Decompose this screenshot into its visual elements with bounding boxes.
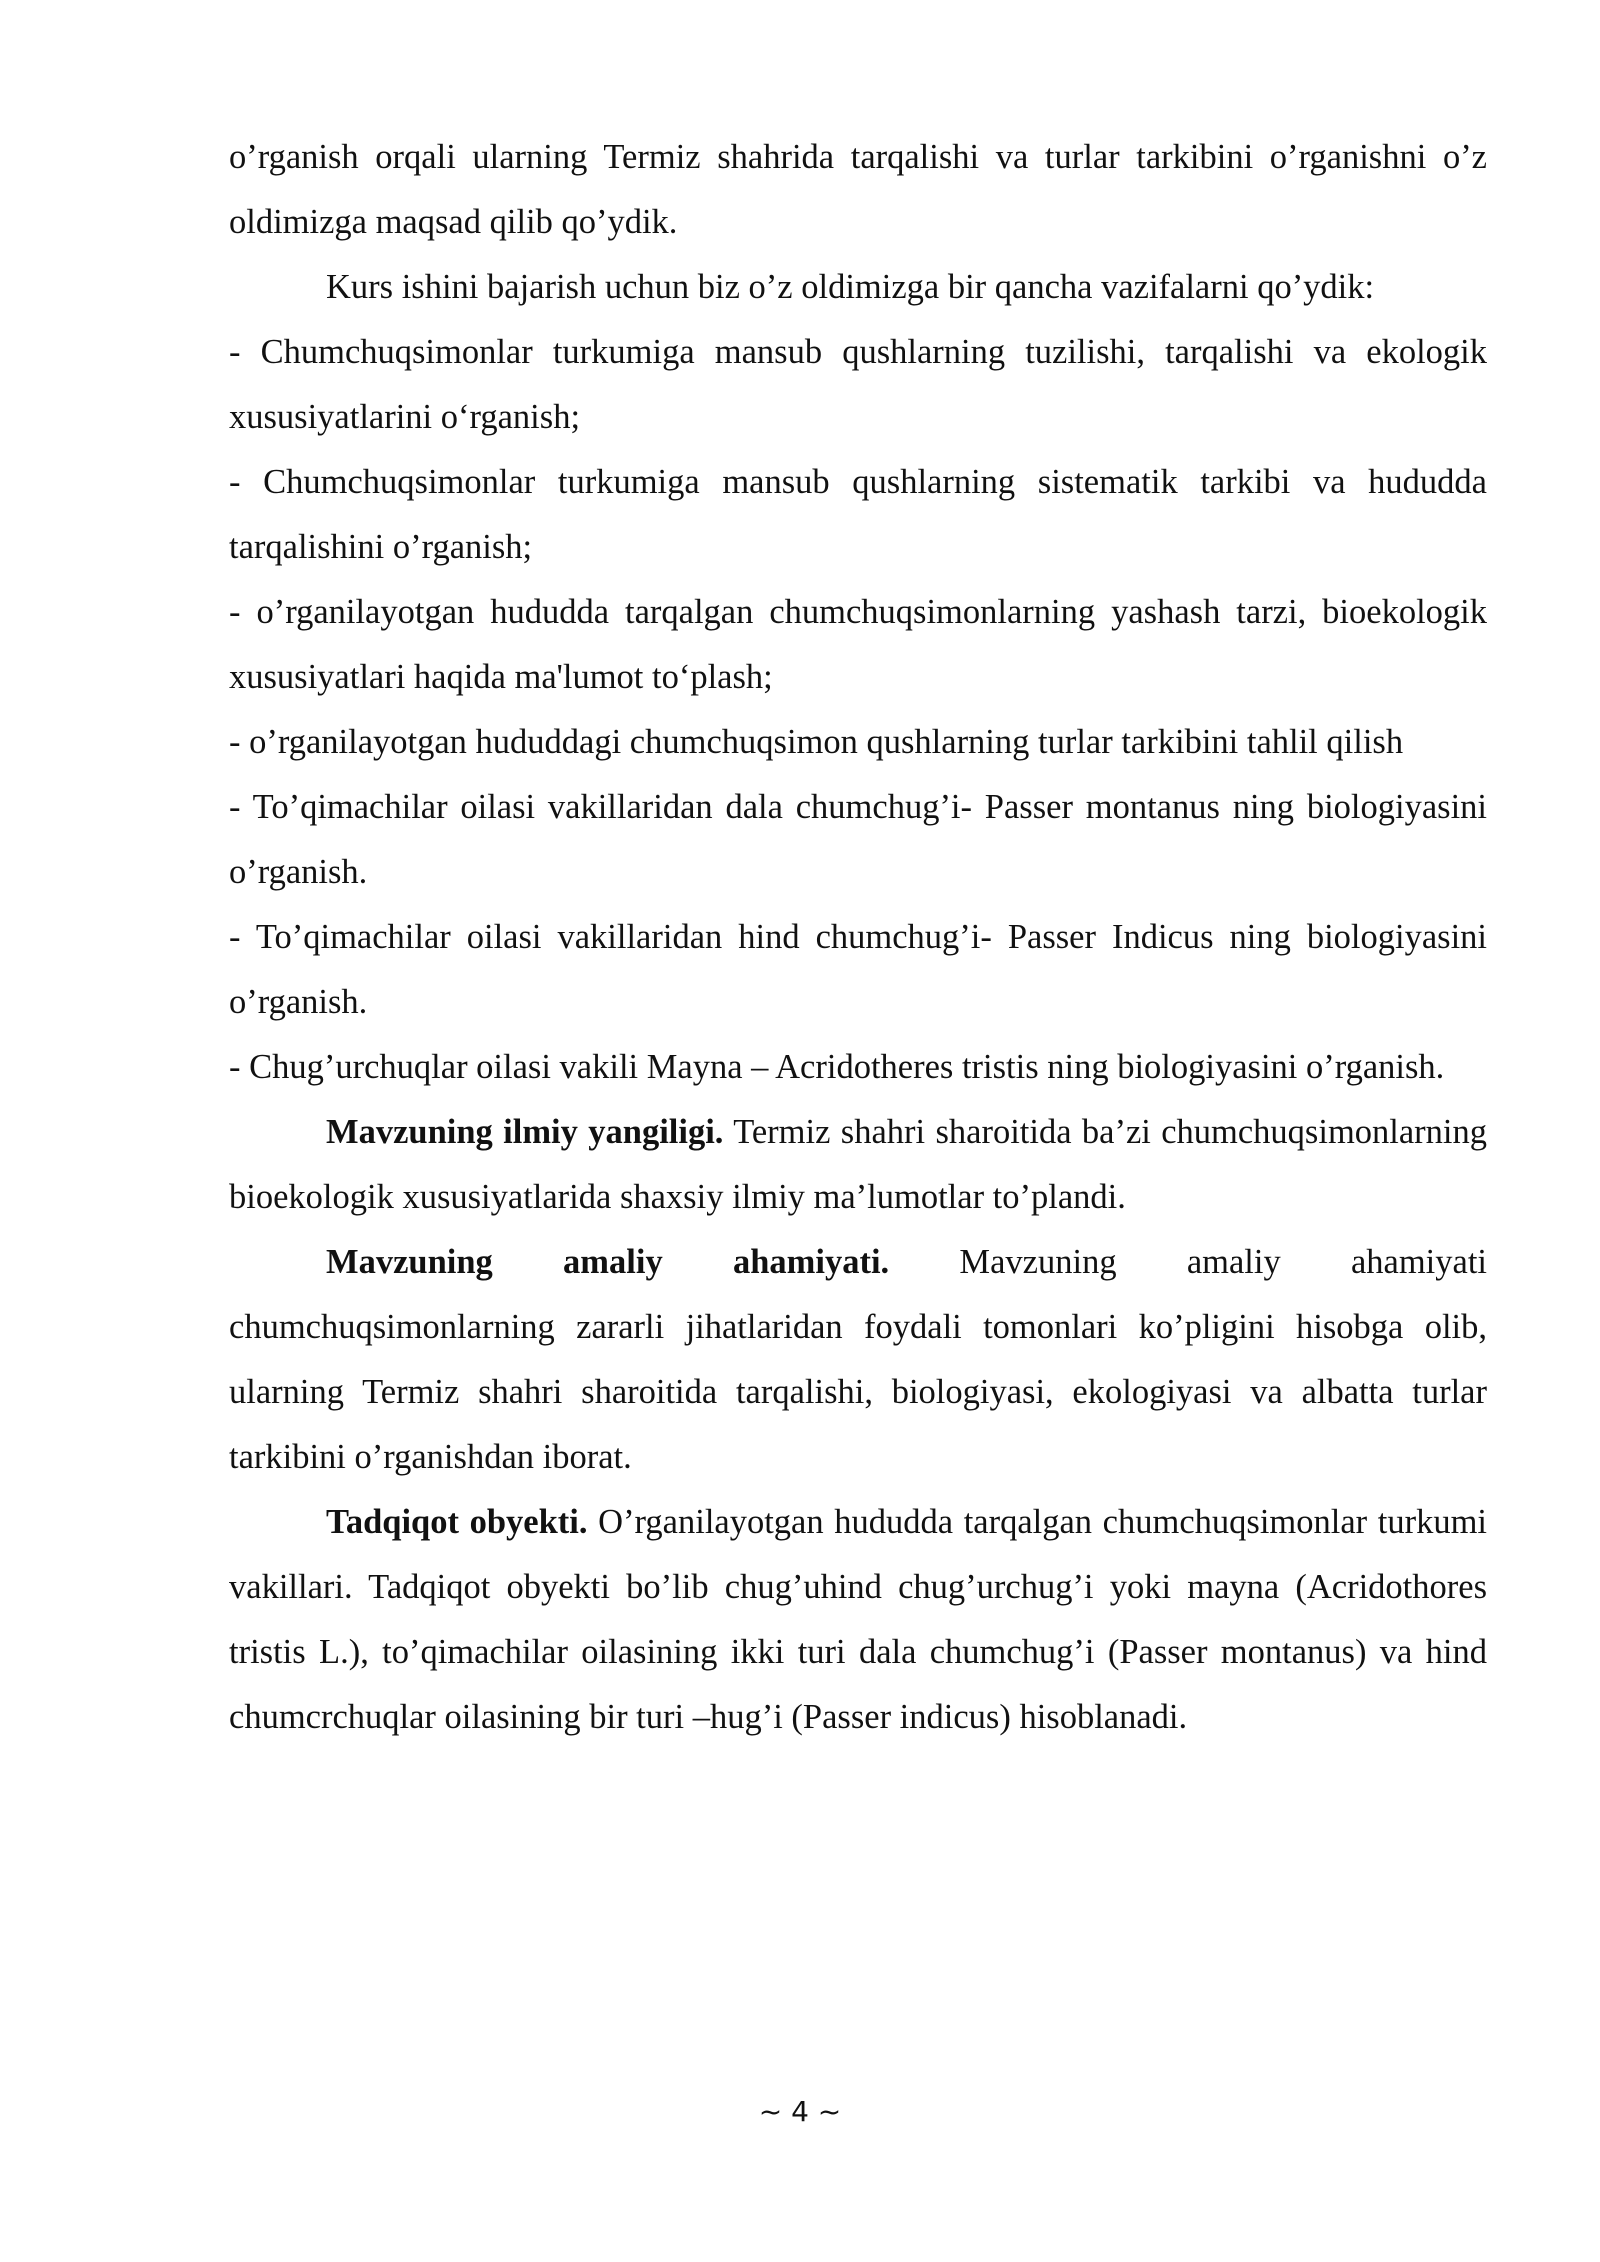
task-item: - To’qimachilar oilasi vakillaridan hind chumchug’i- Passer Indicus ning biologiyasini o’rganish. [229,918,1487,1021]
task-item: - o’rganilayotgan hududda tarqalgan chumchuqsimonlarning yashash tarzi, bioekologik xususiyatlari haqida ma'lumot to‘plash; [229,593,1487,696]
tasks-lead-paragraph: Kurs ishini bajarish uchun biz o’z oldimizga bir qancha vazifalarni qo’ydik: [326,268,1375,306]
novelty-text: Termiz shahri sharoitida ba’zi chumchuqsimonlarning bioekologik xususiyatlarida shaxsiy ilmiy ma’lumotlar to’plandi. [229,1113,1487,1216]
practical-text: Mavzuning amaliy ahamiyati chumchuqsimonlarning zararli jihatlaridan foydali tomonlari ko’pligini hisobga olib, ularning Termiz shahri sharoitida tarqalishi, biologiyasi, ekologiyasi va albatta turlar tarkibini o’rganishdan iborat. [229,1243,1487,1476]
task-item: - Chug’urchuqlar oilasi vakili Mayna – Acridotheres tristis ning biologiyasini o’rganish. [229,1048,1445,1086]
practical-heading: Mavzuning amaliy ahamiyati. [326,1243,890,1281]
object-paragraph [229,1490,1487,1750]
task-item: - Chumchuqsimonlar turkumiga mansub qushlarning tuzilishi, tarqalishi va ekologik xususiyatlarini o‘rganish; [229,333,1487,436]
object-heading: Tadqiqot obyekti. [326,1503,588,1541]
novelty-paragraph [229,1100,1487,1230]
task-item: - To’qimachilar oilasi vakillaridan dala chumchug’i- Passer montanus ning biologiyasini o’rganish. [229,788,1487,891]
task-item: - o’rganilayotgan hududdagi chumchuqsimon qushlarning turlar tarkibini tahlil qilish [229,723,1404,761]
novelty-heading: Mavzuning ilmiy yangiligi. [326,1113,724,1151]
document-page [229,125,1487,1750]
task-item: - Chumchuqsimonlar turkumiga mansub qushlarning sistematik tarkibi va hududda tarqalishini o’rganish; [229,463,1487,566]
page-number: ~ 4 ~ [758,2095,842,2128]
intro-paragraph: o’rganish orqali ularning Termiz shahrida tarqalishi va turlar tarkibini o’rganishni o’z oldimizga maqsad qilib qo’ydik. [229,138,1487,241]
object-text: O’rganilayotgan hududda tarqalgan chumchuqsimonlar turkumi vakillari. Tadqiqot obyekti bo’lib chug’uhind chug’urchug’i yoki mayna (Acridothores tristis L.), to’qimachilar oilasining ikki turi dala chumchug’i (Passer montanus) va hind chumcrchuqlar oilasining bir turi –hug’i (Passer indicus) hisoblanadi. [229,1503,1488,1736]
practical-paragraph [229,1230,1487,1490]
